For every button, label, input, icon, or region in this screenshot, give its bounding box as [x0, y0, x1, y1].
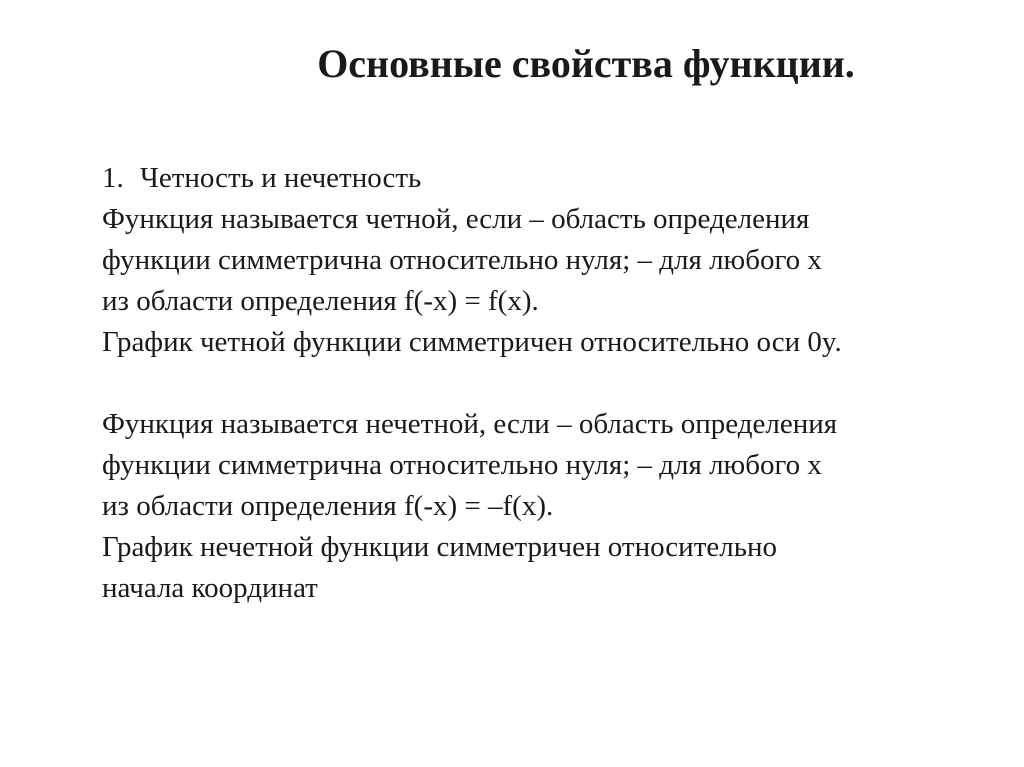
odd-graph-line-1: График нечетной функции симметричен относительно — [102, 531, 777, 563]
slide-body — [102, 158, 1002, 609]
slide-title: Основные свойства функции. — [317, 41, 855, 86]
odd-definition-line-2: функции симметрична относительно нуля; – для любого x — [102, 449, 822, 481]
list-number: 1. — [102, 162, 124, 194]
even-definition-line-3: из области определения f(-x) = f(x). — [102, 285, 539, 317]
even-definition-line-2: функции симметрична относительно нуля; – для любого x — [102, 244, 822, 276]
even-definition-line-1: Функция называется четной, если – область определения — [102, 203, 810, 235]
paragraph-gap — [102, 363, 1002, 404]
odd-definition-line-1: Функция называется нечетной, если – область определения — [102, 408, 838, 440]
odd-graph-line-2: начала координат — [102, 572, 318, 604]
odd-definition-line-3: из области определения f(-x) = –f(x). — [102, 490, 554, 522]
numbered-heading — [102, 158, 1002, 199]
even-graph-line: График четной функции симметричен относительно оси 0y. — [102, 326, 842, 358]
list-heading: Четность и нечетность — [140, 162, 422, 194]
